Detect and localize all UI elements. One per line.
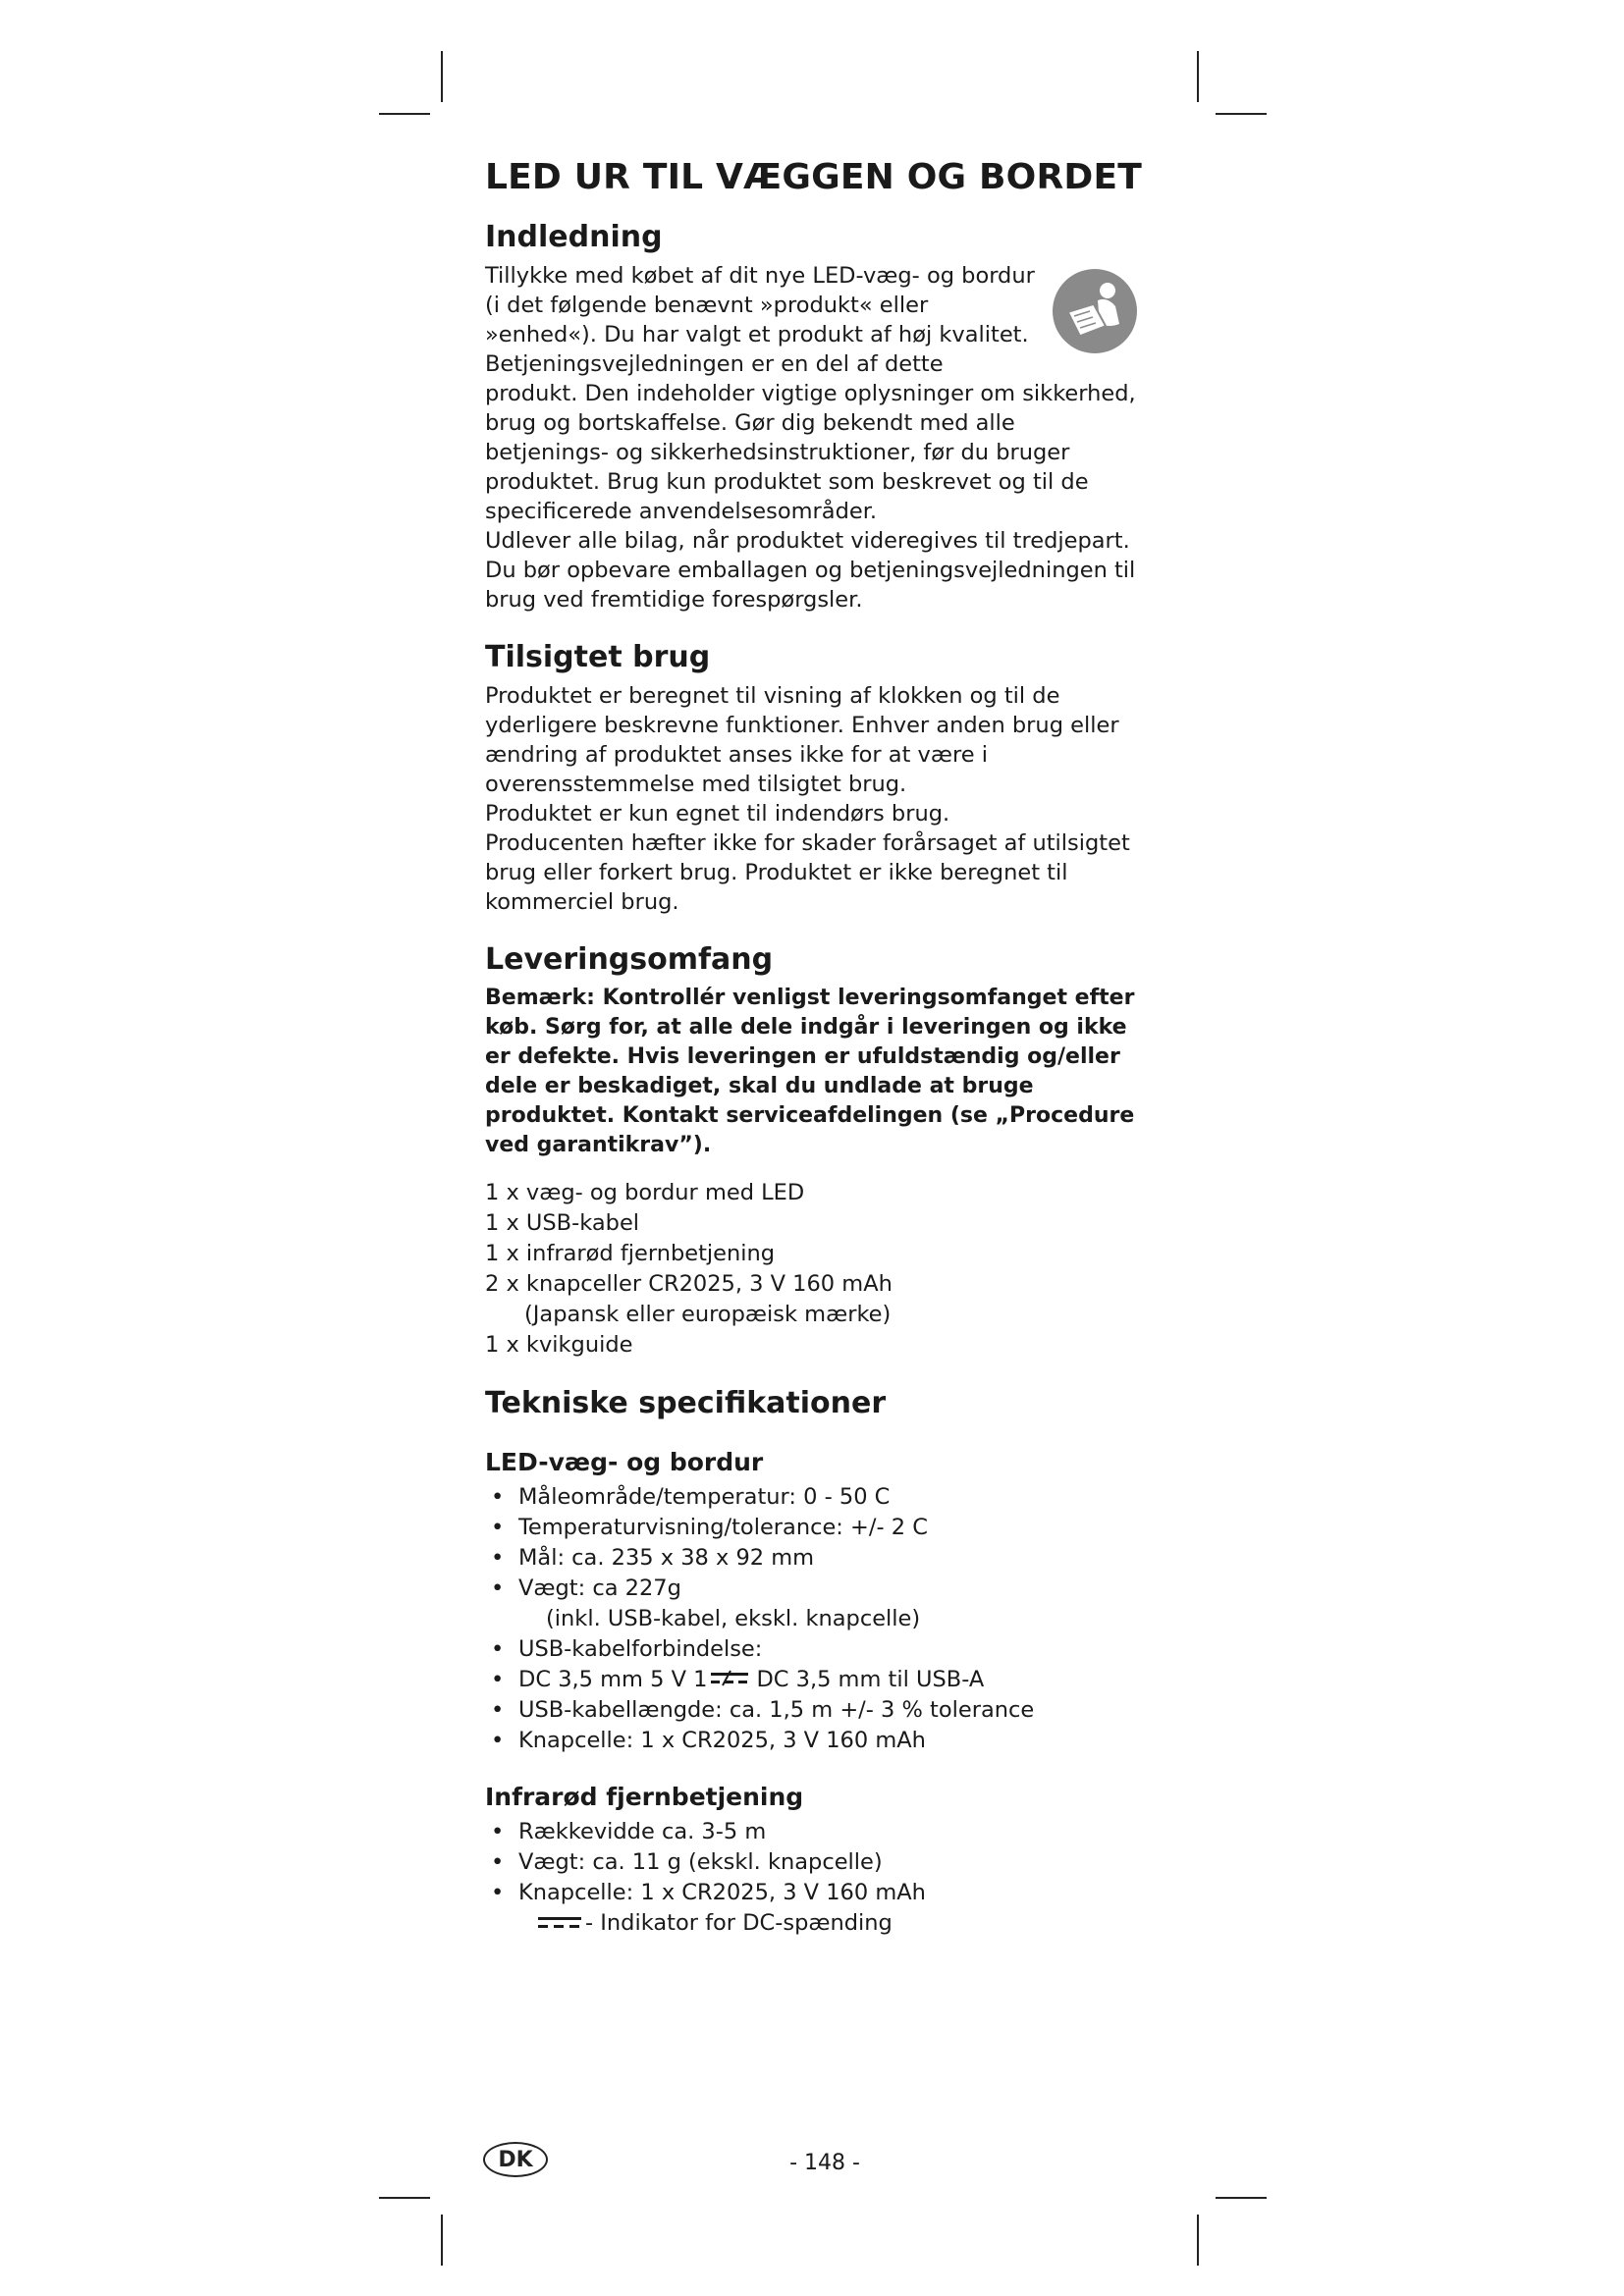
crop-mark — [1197, 51, 1199, 102]
list-item: • Mål: ca. 235 x 38 x 92 mm — [491, 1545, 815, 1571]
subheading-clock: LED-væg- og bordur — [485, 1448, 764, 1476]
list-item: • Temperaturvisning/tolerance: +/- 2 C — [491, 1515, 928, 1540]
list-item-text: Knapcelle: 1 x CR2025, 3 V 160 mAh — [518, 1880, 926, 1905]
page-number: - 148 - — [789, 2151, 860, 2175]
section-heading: Tilsigtet brug — [485, 640, 711, 674]
crop-mark — [1216, 113, 1267, 115]
list-item-note: (inkl. USB-kabel, ekskl. knapcelle) — [546, 1606, 921, 1631]
page-content — [485, 155, 1145, 1939]
list-item-text: 2 x knapceller CR2025, 3 V 160 mAh — [485, 1271, 893, 1297]
list-item: • Vægt: ca 227g (inkl. USB-kabel, ekskl. knapcelle) — [485, 1574, 1145, 1634]
note-label: Bemærk: — [485, 986, 595, 1010]
crop-mark — [441, 51, 443, 102]
dc-symbol-icon — [709, 1670, 754, 1687]
list-item-text: Temperaturvisning/tolerance: +/- 2 C — [518, 1515, 928, 1540]
list-item: • Rækkevidde ca. 3-5 m — [491, 1819, 767, 1844]
list-item: 1 x infrarød fjernbetjening — [485, 1241, 776, 1266]
dc-legend-text: - Indikator for DC-spænding — [585, 1910, 893, 1936]
list-item: • USB-kabelforbindelse: — [491, 1636, 763, 1662]
list-item — [485, 1269, 1145, 1330]
section-introduction — [485, 220, 1145, 614]
intended-use-paragraph: Produktet er beregnet til visning af klokken og til de yderligere beskrevne funktioner. Enhver anden brug eller ændring af produktet anses ikke for at være i overensstemmelse med tilsigtet brug. — [485, 683, 1119, 797]
clock-spec-list — [485, 1482, 1145, 1756]
crop-mark — [441, 2215, 443, 2266]
crop-mark — [379, 113, 430, 115]
section-heading: Leveringsomfang — [485, 942, 774, 977]
list-item: • Vægt: ca. 11 g (ekskl. knapcelle) — [491, 1849, 883, 1875]
crop-mark — [379, 2197, 430, 2199]
list-item: 1 x kvikguide — [485, 1332, 633, 1358]
delivery-list — [485, 1178, 1145, 1361]
intro-paragraph: Du bør opbevare emballagen og betjeningsvejledningen til brug ved fremtidige forespørgsler. — [485, 558, 1136, 613]
country-badge: DK — [483, 2142, 548, 2177]
section-technical-specs — [485, 1386, 1145, 1939]
document-title: LED UR TIL VÆGGEN OG BORDET — [485, 157, 1143, 197]
list-item: • DC 3,5 mm 5 V 1 DC 3,5 mm til USB-A — [491, 1667, 985, 1692]
intro-paragraph: Udlever alle bilag, når produktet videregives til tredjepart. — [485, 528, 1130, 554]
crop-mark — [1216, 2197, 1267, 2199]
dc-legend — [485, 1908, 1145, 1939]
dc-symbol-icon — [536, 1914, 585, 1932]
subheading-remote: Infrarød fjernbetjening — [485, 1783, 804, 1811]
list-item-text: DC 3,5 mm 5 V 1 — [518, 1667, 708, 1692]
list-item-text: Rækkevidde ca. 3-5 m — [518, 1819, 767, 1844]
intended-use-paragraph: Produktet er kun egnet til indendørs brug. — [485, 801, 950, 827]
list-item: • Knapcelle: 1 x CR2025, 3 V 160 mAh — [491, 1880, 926, 1905]
scope-note — [485, 984, 1145, 1160]
read-manual-icon — [1051, 267, 1139, 355]
list-item-text: USB-kabelforbindelse: — [518, 1636, 763, 1662]
list-item-note: (Japansk eller europæisk mærke) — [524, 1302, 892, 1327]
list-item: • USB-kabellængde: ca. 1,5 m +/- 3 % tolerance — [491, 1697, 1035, 1723]
list-item: 1 x USB-kabel — [485, 1210, 640, 1236]
list-item-text: Knapcelle: 1 x CR2025, 3 V 160 mAh — [518, 1728, 926, 1753]
list-item-text: DC 3,5 mm til USB-A — [756, 1667, 985, 1692]
list-item-text: Vægt: ca 227g — [518, 1575, 681, 1601]
section-intended-use — [485, 640, 1145, 917]
list-item: • Knapcelle: 1 x CR2025, 3 V 160 mAh — [491, 1728, 926, 1753]
list-item: • Måleområde/temperatur: 0 - 50 C — [491, 1484, 891, 1510]
list-item-text: USB-kabellængde: ca. 1,5 m +/- 3 % tolerance — [518, 1697, 1035, 1723]
note-text: Kontrollér venligst leveringsomfanget efter køb. Sørg for, at alle dele indgår i leveringen og ikke er defekte. Hvis leveringen er ufuldstændig og/eller dele er beskadiget, skal du undlade at bruge produktet. Kontakt serviceafdelingen (se „Procedure ved garantikrav”). — [485, 986, 1135, 1157]
list-item-text: Måleområde/temperatur: 0 - 50 C — [518, 1484, 891, 1510]
crop-mark — [1197, 2215, 1199, 2266]
list-item-text: Vægt: ca. 11 g (ekskl. knapcelle) — [518, 1849, 883, 1875]
intended-use-paragraph: Producenten hæfter ikke for skader forårsaget af utilsigtet brug eller forkert brug. Produktet er ikke beregnet til kommerciel brug. — [485, 830, 1130, 915]
section-scope-of-delivery — [485, 942, 1145, 1361]
remote-spec-list — [485, 1817, 1145, 1908]
intro-paragraph: Tillykke med købet af dit nye LED-væg- og bordur (i det følgende benævnt »produkt« eller »enhed«). Du har valgt et produkt af høj kvalitet. Betjeningsvejledningen er en del af dette produkt. Den indeholder vigtige oplysninger om sikkerhed, brug og bortskaffelse. Gør dig bekendt med alle betjenings- og sikkerhedsinstruktioner, før du bruger produktet. Brug kun produktet som beskrevet og til de specificerede anvendelsesområder. — [485, 263, 1136, 524]
list-item-text: Mål: ca. 235 x 38 x 92 mm — [518, 1545, 815, 1571]
section-heading: Tekniske specifikationer — [485, 1386, 887, 1420]
list-item: 1 x væg- og bordur med LED — [485, 1180, 805, 1205]
section-heading: Indledning — [485, 220, 663, 254]
